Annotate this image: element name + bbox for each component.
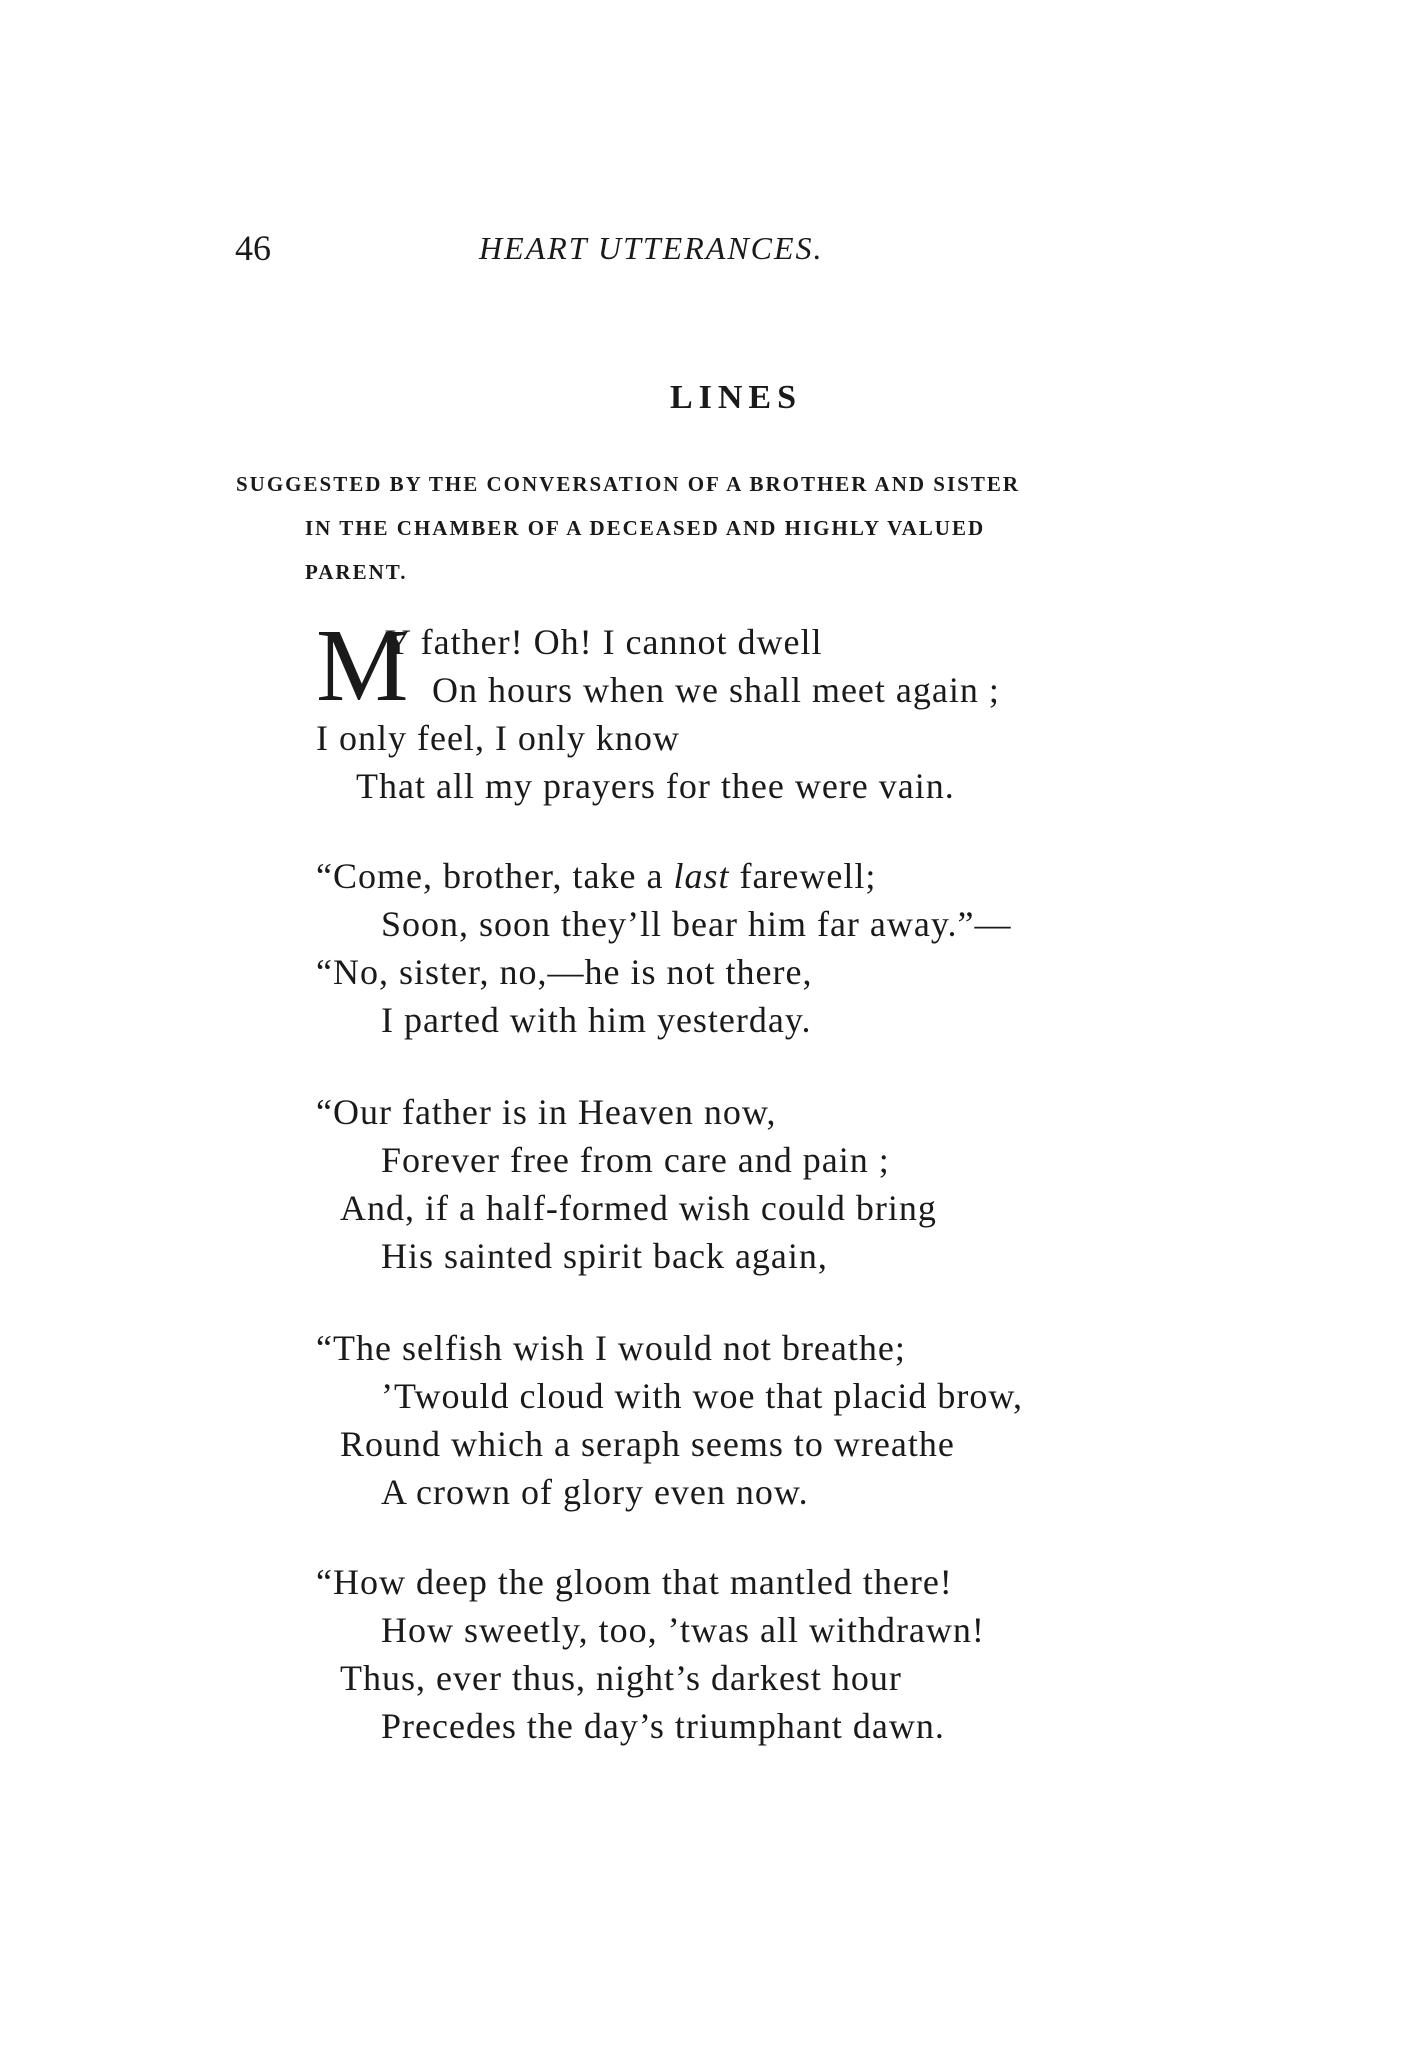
subtitle-line: SUGGESTED BY THE CONVERSATION OF A BROTHER AND SISTER — [236, 472, 1021, 496]
subtitle-line: IN THE CHAMBER OF A DECEASED AND HIGHLY VALUED — [305, 516, 986, 540]
verse-line: On hours when we shall meet again ; — [432, 670, 1000, 710]
verse-line: “The selfish wish I would not breathe; — [316, 1328, 906, 1368]
verse-line: That all my prayers for thee were vain. — [356, 766, 955, 806]
verse-line: ’Twould cloud with woe that placid brow, — [381, 1376, 1024, 1416]
verse-line: “No, sister, no,—he is not there, — [316, 952, 813, 992]
verse-line: Soon, soon they’ll bear him far away.”— — [381, 904, 1012, 944]
verse-line: Round which a seraph seems to wreathe — [340, 1424, 955, 1464]
verse-line: I parted with him yesterday. — [381, 1000, 812, 1040]
emphasis: last — [673, 856, 730, 896]
verse-line: “Come, brother, take a last farewell; — [316, 856, 877, 896]
verse-line: Thus, ever thus, night’s darkest hour — [340, 1658, 902, 1698]
poem-subtitle — [236, 462, 1206, 594]
verse-line: Y father! Oh! I cannot dwell — [385, 622, 823, 662]
running-head: HEART UTTERANCES. — [479, 230, 824, 266]
subtitle-line: PARENT. — [305, 560, 408, 584]
verse-line: I only feel, I only know — [316, 718, 680, 758]
verse-line: And, if a half-formed wish could bring — [340, 1188, 937, 1228]
verse-line: His sainted spirit back again, — [381, 1236, 828, 1276]
verse-line: “How deep the gloom that mantled there! — [316, 1562, 953, 1602]
verse-line: “Our father is in Heaven now, — [316, 1092, 777, 1132]
verse-line: Forever free from care and pain ; — [381, 1140, 890, 1180]
verse-line: Precedes the day’s triumphant dawn. — [381, 1706, 945, 1746]
poem-title: LINES — [669, 379, 803, 416]
page-number: 46 — [235, 228, 271, 268]
verse-line: How sweetly, too, ’twas all withdrawn! — [381, 1610, 985, 1650]
drop-cap: M — [316, 608, 409, 723]
verse-line: A crown of glory even now. — [381, 1472, 809, 1512]
